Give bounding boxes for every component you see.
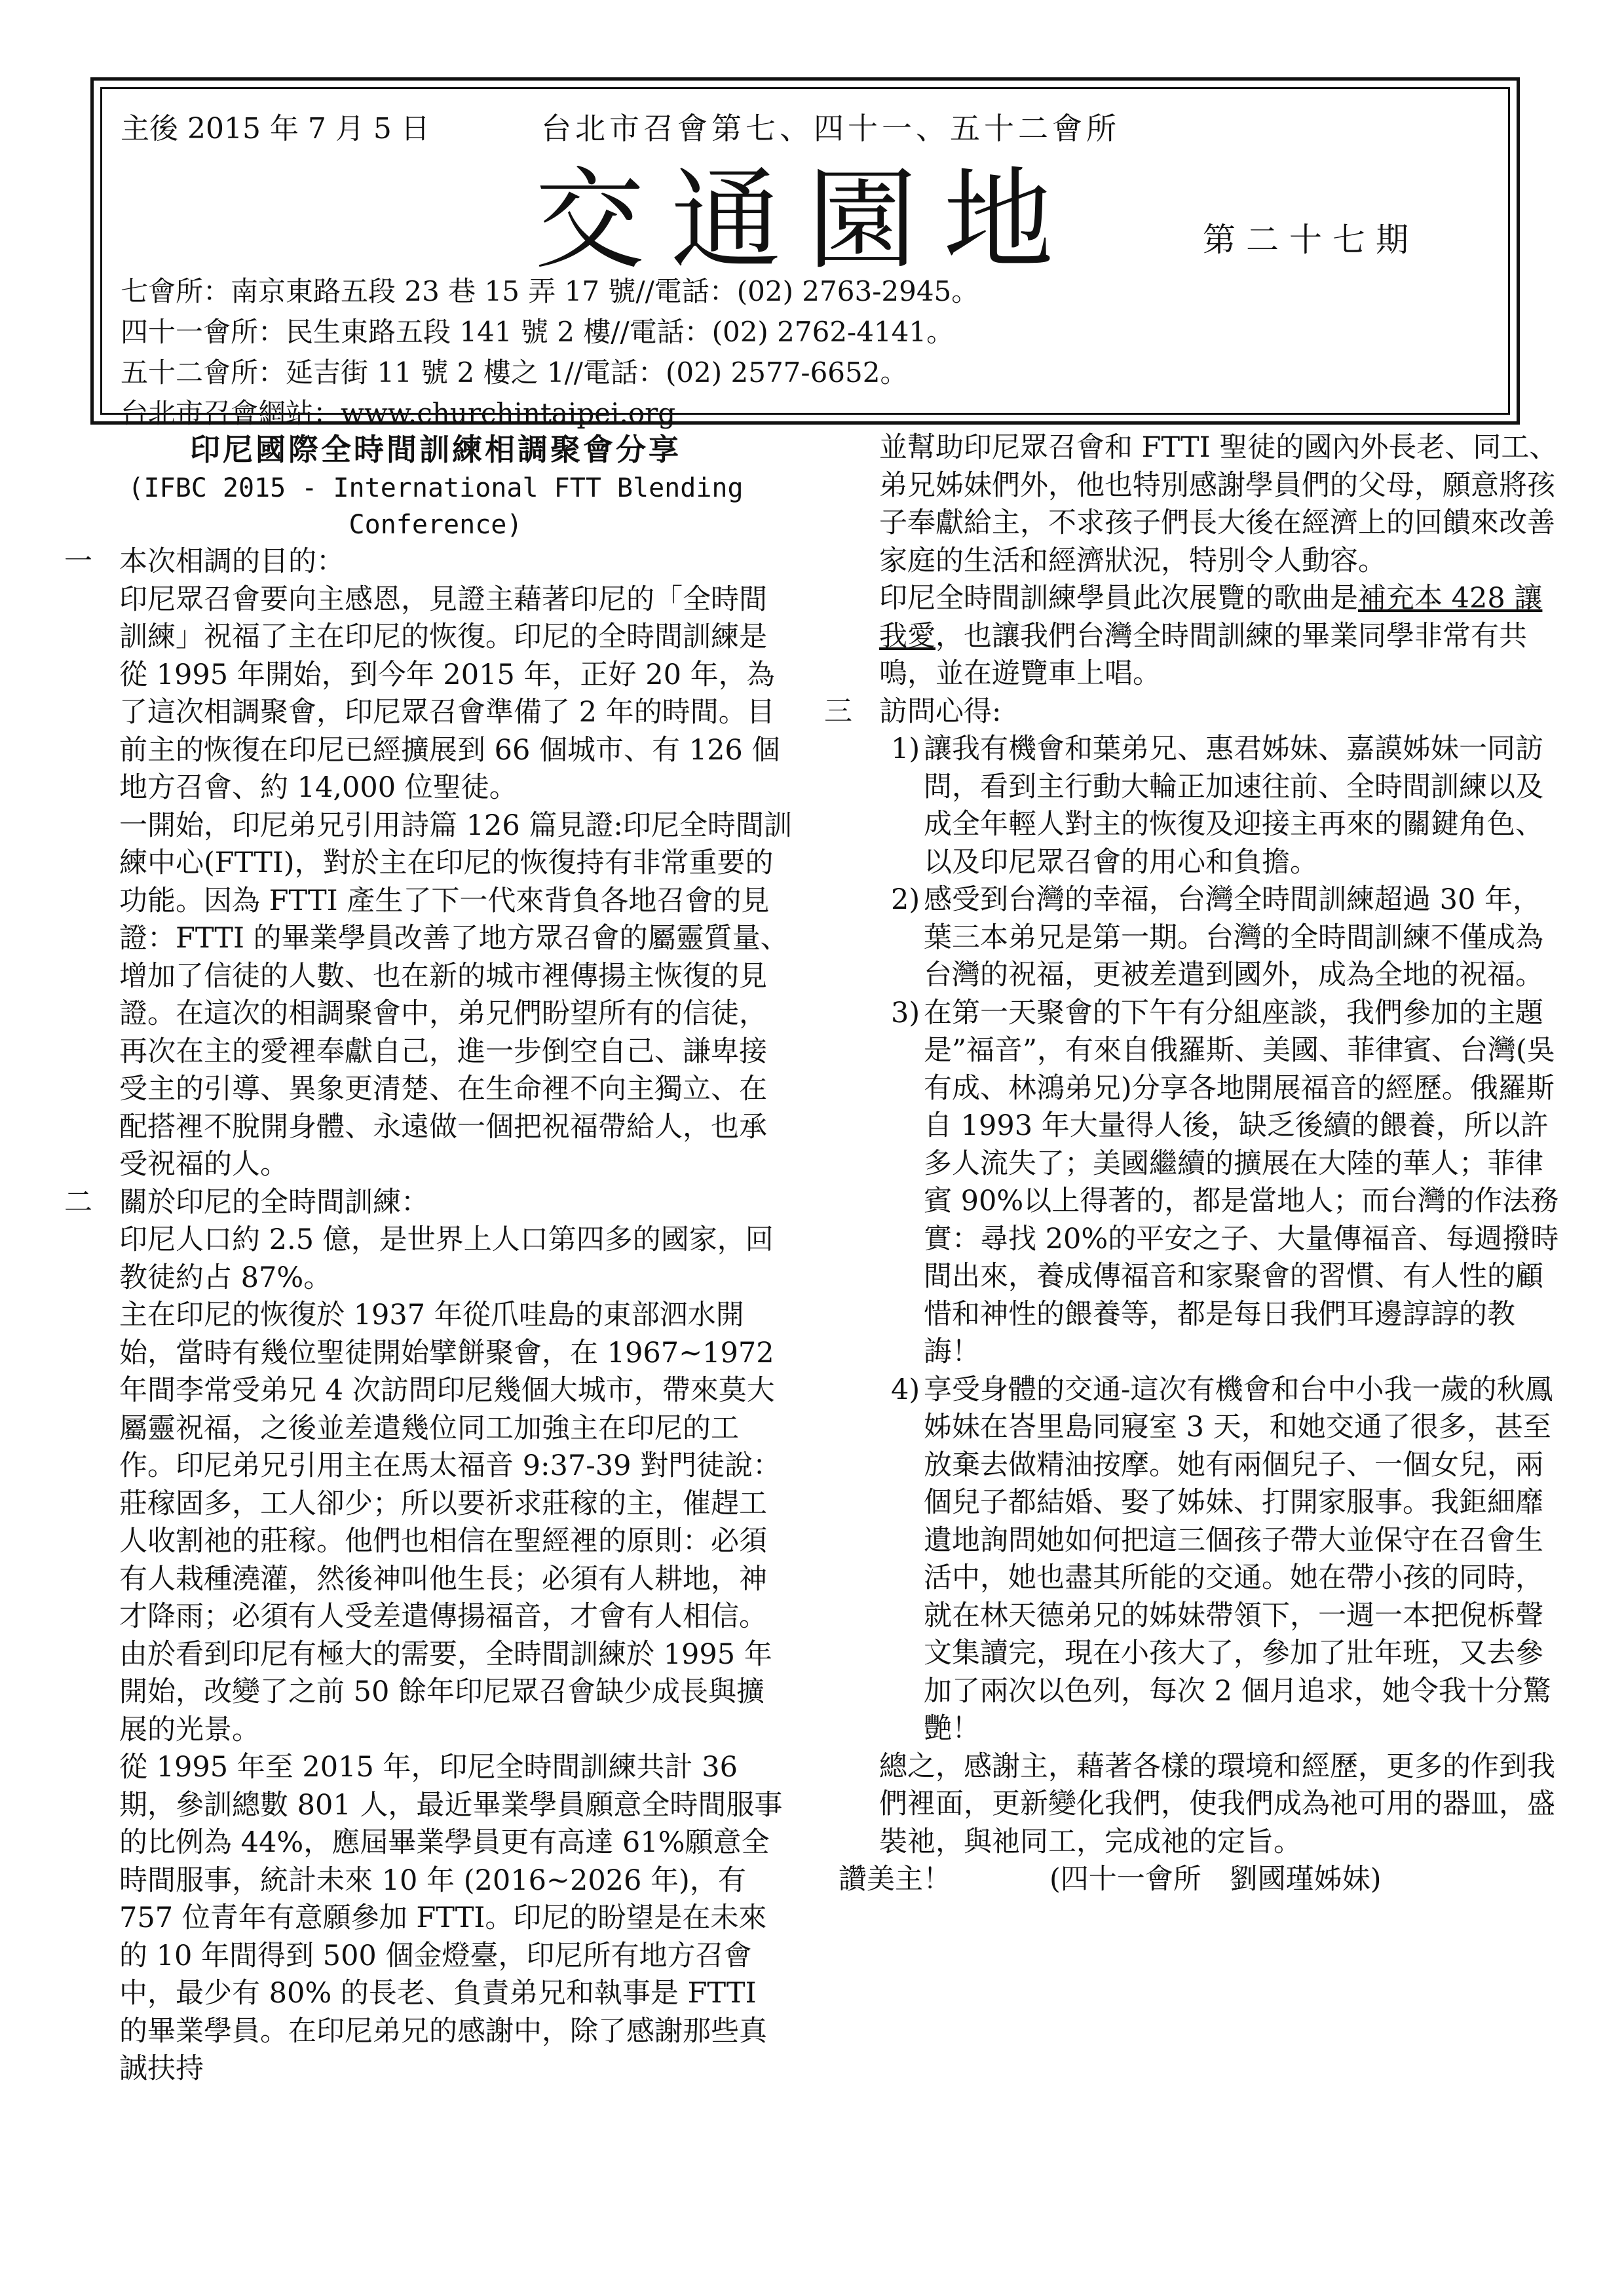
hymn-text-before: 印尼全時間訓練學員此次展覽的歌曲是: [879, 582, 1358, 615]
list-item-text: 享受身體的交通-這次有機會和台中小我一歲的秋鳳姊妹在峇里島同寢室 3 天，和她交通了很多，甚至放棄去做精油按摩。她有兩個兒子、一個女兒，兩個兒子都結婚、娶了姊妹、打開家服事。我鉅細靡遺地詢問她如何把這三個孩子帶大並保守在召會生活中，她也盡其所能的交通。她在帶小孩的同時，就在林天德弟兄的姊妹帶領下，一週一本把倪柝聲文集讀完，現在小孩大了，參加了壯年班，又去參加了兩次以色列，每次 2 個月追求，她令我十分驚艷！: [924, 1373, 1553, 1745]
conclusion-paragraph: 總之，感謝主，藉著各樣的環境和經歷，更多的作到我們裡面，更新變化我們，使我們成為祂可用的器皿，盛裝祂，與祂同工，完成祂的定旨。: [879, 1750, 1555, 1858]
article-subtitle-line-2: Conference): [349, 510, 523, 540]
list-item: [812, 881, 1566, 995]
newsletter-title: 交通園地: [535, 156, 1080, 284]
article-subtitle: [52, 470, 793, 543]
list-item-number: 3): [891, 996, 920, 1029]
list-item-number: 1): [891, 733, 920, 765]
author-signature: (四十一會所 劉國瑾姊妹): [1049, 1863, 1382, 1896]
section-3-heading-text: 訪問心得:: [879, 695, 1002, 728]
section-3-number: 三: [824, 695, 852, 728]
section-2-paragraph-2: 主在印尼的恢復於 1937 年從爪哇島的東部泗水開始，當時有幾位聖徒開始擘餅聚會，在 1967~1972 年間李常受弟兄 4 次訪問印尼幾個大城市，帶來莫大屬靈祝福，之後並差遣幾位同工加強主在印尼的工作。印尼弟兄引用主在馬太福音 9:37-39 對門徒說：莊稼固多，工人卻少；所以要祈求莊稼的主，催趕工人收割祂的莊稼。他們也相信在聖經裡的原則：必須有人栽種澆灌，然後神叫他生長；必須有人耕地，神才降雨；必須有人受差遣傳揚福音，才會有人相信。由於看到印尼有極大的需要，全時間訓練於 1995 年開始，改變了之前 50 餘年印尼眾召會缺少成長與擴展的光景。: [119, 1299, 782, 1746]
left-column: [52, 429, 793, 2088]
masthead-inner-border: [100, 87, 1510, 429]
issue-number: 第二十七期: [1203, 221, 1419, 259]
address-hall-52: 五十二會所：延吉街 11 號 2 樓之 1//電話：(02) 2577-6652。: [121, 356, 908, 389]
closing-line: [812, 1861, 1566, 1899]
list-item-text: 在第一天聚會的下午有分組座談，我們參加的主題是”福音”，有來自俄羅斯、美國、菲律賓、台灣(吳有成、林鴻弟兄)分享各地開展福音的經歷。俄羅斯自 1993 年大量得人後，缺乏後續的餵養，所以許多人流失了；美國繼續的擴展在大陸的華人；菲律賓 90%以上得著的，都是當地人；而台灣的作法務實：尋找 20%的平安之子、大量傳福音、每週撥時間出來，養成傳福音和家聚會的習慣、有人性的顧惜和神性的餵養等，都是每日我們耳邊諄諄的教誨！: [924, 996, 1559, 1368]
list-item-number: 2): [891, 883, 920, 916]
article-subtitle-line-1: (IFBC 2015 - International FTT Blending: [128, 473, 744, 503]
closing-praise: 讚美主！: [839, 1863, 951, 1896]
publication-date: 主後 2015 年 7 月 5 日: [121, 112, 430, 145]
section-1-paragraph-2: 一開始，印尼弟兄引用詩篇 126 篇見證:印尼全時間訓練中心(FTTI)，對於主在印尼的恢復持有非常重要的功能。因為 FTTI 產生了下一代來背負各地召會的見證：FTTI 的畢業學員改善了地方眾召會的屬靈質量、增加了信徒的人數、也在新的城市裡傳揚主恢復的見證。在這次的相調聚會中，弟兄們盼望所有的信徒，再次在主的愛裡奉獻自己，進一步倒空自己、謙卑接受主的引導、異象更清楚、在生命裡不向主獨立、在配搭裡不脫開身體、永遠做一個把祝福帶給人，也承受祝福的人。: [119, 809, 792, 1181]
list-item: [812, 731, 1566, 881]
address-hall-41: 四十一會所：民生東路五段 141 號 2 樓//電話：(02) 2762-4141。: [121, 316, 954, 348]
masthead: [90, 77, 1520, 429]
section-2-paragraph-1: 印尼人口約 2.5 億，是世界上人口第四多的國家，回教徒約占 87%。: [119, 1223, 774, 1294]
assembly-halls: 台北市召會第七、四十一、五十二會所: [541, 111, 1120, 146]
list-item: [812, 1371, 1566, 1748]
section-2-paragraph-3-continued: 並幫助印尼眾召會和 FTTI 聖徒的國內外長老、同工、弟兄姊妹們外，他也特別感謝學員們的父母，願意將孩子奉獻給主，不求孩子們長大後在經濟上的回饋來改善家庭的生活和經濟狀況，特別令人動容。: [879, 431, 1558, 577]
section-2-heading: [52, 1184, 793, 1222]
section-2-heading-text: 關於印尼的全時間訓練：: [119, 1185, 429, 1219]
article-title: 印尼國際全時間訓練相調聚會分享: [190, 432, 681, 467]
section-1-paragraph-1: 印尼眾召會要向主感恩，見證主藉著印尼的「全時間訓練」祝福了主在印尼的恢復。印尼的全時間訓練是從 1995 年開始，到今年 2015 年，正好 20 年，為了這次相調聚會，印尼眾召會準備了 2 年的時間。目前主的恢復在印尼已經擴展到 66 個城市、有 126 個地方召會、約 14,000 位聖徒。: [119, 583, 780, 804]
section-2-paragraph-3: 從 1995 年至 2015 年，印尼全時間訓練共計 36 期，參訓總數 801 人，最近畢業學員願意全時間服事的比例為 44%，應屆畢業學員更有高達 61%願意全時間服事，統計未來 10 年 (2016~2026 年)，有 757 位青年有意願參加 FTTI。印尼的盼望是在未來的 10 年間得到 500 個金燈臺，印尼所有地方召會中，最少有 80% 的長老、負責弟兄和執事是 FTTI 的畢業學員。在印尼弟兄的感謝中，除了感謝那些真誠扶持: [119, 1751, 783, 2085]
church-website: 台北市召會網站：www.churchintaipei.org: [121, 397, 676, 429]
section-3-heading: [812, 693, 1566, 731]
right-column: [812, 429, 1566, 1899]
address-hall-7: 七會所：南京東路五段 23 巷 15 弄 17 號//電話：(02) 2763-2945。: [121, 275, 979, 307]
section-1-heading: [52, 543, 793, 581]
section-2-paragraph-4: [812, 580, 1566, 693]
list-item-text: 感受到台灣的幸福，台灣全時間訓練超過 30 年，葉三本弟兄是第一期。台灣的全時間訓練不僅成為台灣的祝福，更被差遣到國外，成為全地的祝福。: [924, 883, 1543, 991]
list-item-number: 4): [891, 1373, 920, 1406]
list-item-text: 讓我有機會和葉弟兄、惠君姊妹、嘉謨姊妹一同訪問，看到主行動大輪正加速往前、全時間訓練以及成全年輕人對主的恢復及迎接主再來的關鍵角色、以及印尼眾召會的用心和負擔。: [924, 733, 1543, 879]
list-item: [812, 995, 1566, 1371]
hymn-reference: 補充本 428 讓我愛: [879, 582, 1543, 653]
section-1-heading-text: 本次相調的目的：: [119, 545, 345, 578]
hymn-text-after: ，也讓我們台灣全時間訓練的畢業同學非常有共鳴，並在遊覽車上唱。: [879, 619, 1527, 690]
section-2-number: 二: [64, 1185, 92, 1219]
section-1-number: 一: [64, 545, 92, 578]
